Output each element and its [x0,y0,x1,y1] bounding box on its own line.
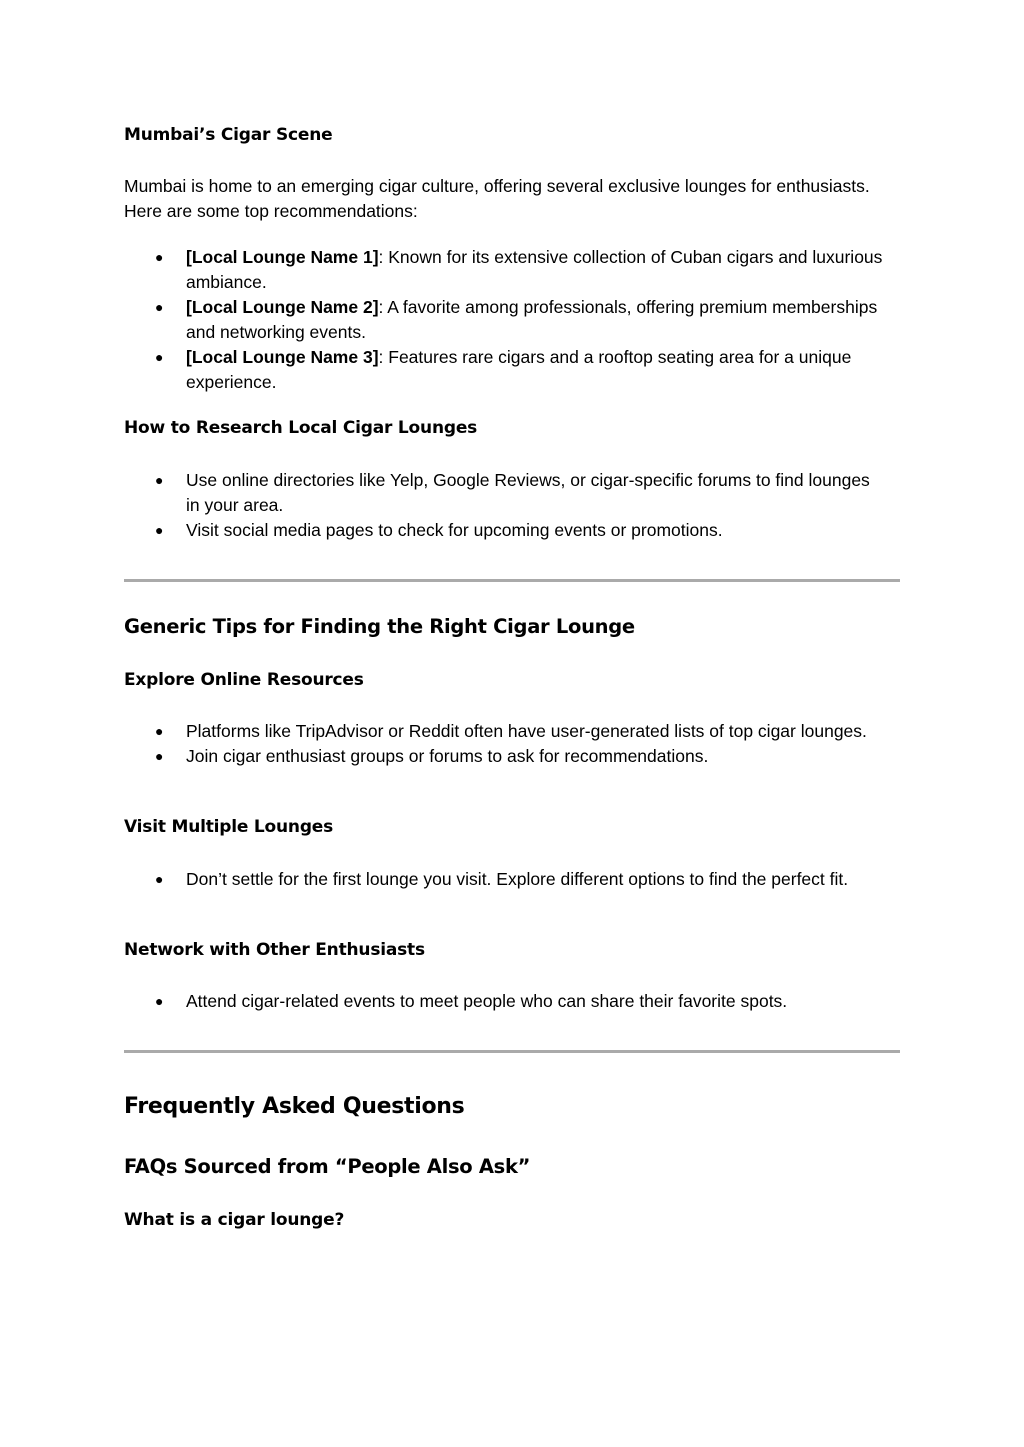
section-divider [124,1050,900,1053]
list-item: ● Visit social media pages to check for upcoming events or promotions. [124,518,884,543]
bullet-icon: ● [155,472,164,488]
lounge-description: : Features rare cigars and a rooftop seating area for a unique experience. [186,347,852,392]
network-heading: Network with Other Enthusiasts [124,940,425,960]
network-list [124,989,884,1014]
lounge-name: [Local Lounge Name 1] [186,247,379,267]
lounge-description: : A favorite among professionals, offering premium memberships and networking events. [186,297,878,342]
bullet-icon: ● [155,249,164,265]
research-list [124,468,884,543]
bullet-icon: ● [155,748,164,764]
lounge-description: : Known for its extensive collection of Cuban cigars and luxurious ambiance. [186,247,883,292]
list-item: ● Attend cigar-related events to meet people who can share their favorite spots. [124,989,884,1014]
bullet-icon: ● [155,993,164,1009]
bullet-icon: ● [155,349,164,365]
section-divider [124,579,900,582]
list-item [124,295,884,345]
bullet-icon: ● [155,723,164,739]
bullet-icon: ● [155,299,164,315]
explore-list [124,719,884,769]
bullet-icon: ● [155,871,164,887]
mumbai-intro: Mumbai is home to an emerging cigar culture, offering several exclusive lounges for enthusiasts. Here are some top recommendations: [124,176,870,221]
faq-heading: Frequently Asked Questions [124,1094,465,1119]
mumbai-lounge-list [124,245,884,395]
faq-subheading: FAQs Sourced from “People Also Ask” [124,1155,531,1178]
list-item [124,245,884,295]
lounge-name: [Local Lounge Name 2] [186,297,379,317]
tips-heading: Generic Tips for Finding the Right Cigar Lounge [124,615,635,638]
list-item [124,345,884,395]
visit-list [124,867,884,892]
list-item: ● Use online directories like Yelp, Google Reviews, or cigar-specific forums to find lounges in your area. [155,470,870,515]
research-heading: How to Research Local Cigar Lounges [124,418,478,438]
list-item: ● Don’t settle for the first lounge you visit. Explore different options to find the perfect fit. [124,867,884,892]
visit-heading: Visit Multiple Lounges [124,817,334,837]
explore-heading: Explore Online Resources [124,670,364,690]
faq-question: What is a cigar lounge? [124,1210,345,1230]
list-item: ● Platforms like TripAdvisor or Reddit often have user-generated lists of top cigar lounges. [124,719,884,744]
list-item: ● Join cigar enthusiast groups or forums to ask for recommendations. [124,744,884,769]
bullet-icon: ● [155,522,164,538]
lounge-name: [Local Lounge Name 3] [186,347,379,367]
mumbai-heading: Mumbai’s Cigar Scene [124,125,333,145]
